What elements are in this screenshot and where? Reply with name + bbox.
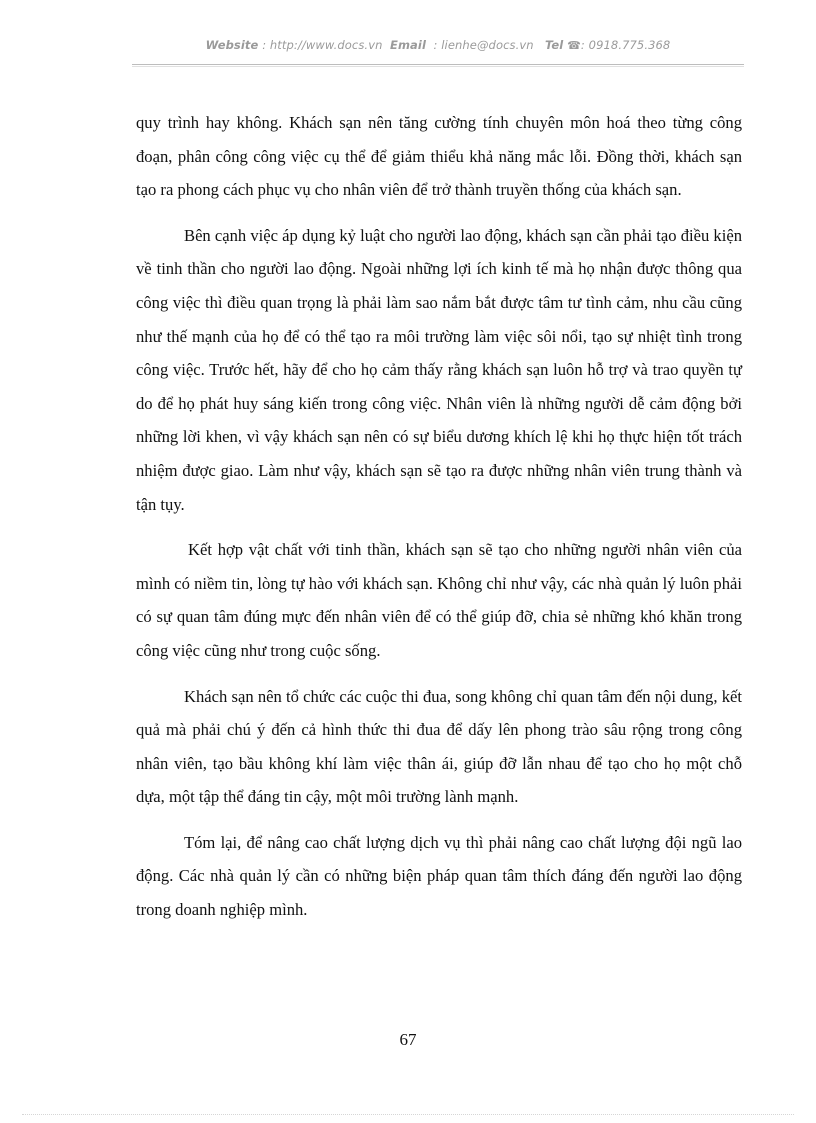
paragraph-4: Khách sạn nên tổ chức các cuộc thi đua, song không chỉ quan tâm đến nội dung, kết quả mà phải chú ý đến cả hình thức thi đua để dấy lên phong trào sâu rộng trong công nhân viên, tạo bầu không khí làm việc thân ái, giúp đỡ lẫn nhau để tạo cho họ một chỗ dựa, một tập thể đáng tin cậy, một môi trường lành mạnh. (136, 686, 742, 807)
phone-icon: ☎ (567, 39, 581, 52)
paragraph-1: quy trình hay không. Khách sạn nên tăng cường tính chuyên môn hoá theo từng công đoạn, phân công công việc cụ thể để giảm thiểu khả năng mắc lỗi. Đồng thời, khách sạn tạo ra phong cách phục vụ cho nhân viên để trở thành truyền thống của khách sạn. (136, 113, 742, 200)
footer-divider (22, 1114, 794, 1115)
tel-label: Tel (544, 38, 564, 52)
page-number: 67 (399, 1030, 417, 1049)
header-divider (132, 64, 744, 67)
document-body (136, 106, 742, 939)
email-label: Email (390, 38, 426, 52)
website-url[interactable]: : http://www.docs.vn (262, 38, 383, 52)
paragraph-3: Kết hợp vật chất với tinh thần, khách sạn sẽ tạo cho những người nhân viên của mình có niềm tin, lòng tự hào với khách sạn. Không chỉ như vậy, các nhà quản lý luôn phải có sự quan tâm đúng mực đến nhân viên để có thể giúp đỡ, chia sẻ những khó khăn trong công việc cũng như trong cuộc sống. (136, 540, 742, 660)
email-address[interactable]: : lienhe@docs.vn (433, 38, 534, 52)
website-label: Website (205, 38, 259, 52)
paragraph-5: Tóm lại, để nâng cao chất lượng dịch vụ thì phải nâng cao chất lượng đội ngũ lao động. Các nhà quản lý cần có những biện pháp quan tâm thích đáng đến người lao động trong doanh nghiệp mình. (136, 832, 742, 920)
paragraph-2: Bên cạnh việc áp dụng kỷ luật cho người lao động, khách sạn cần phải tạo điều kiện về tinh thần cho người lao động. Ngoài những lợi ích kinh tế mà họ nhận được thông qua công việc thì điều quan trọng là phải làm sao nắm bắt được tâm tư tình cảm, nhu cầu cũng như thế mạnh của họ để có thể tạo ra môi trường làm việc sôi nổi, tạo sự nhiệt tình trong công việc. Trước hết, hãy để cho họ cảm thấy rằng khách sạn luôn hỗ trợ và trao quyền tự do để họ phát huy sáng kiến trong công việc. Nhân viên là những người dễ cảm động bởi những lời khen, vì vậy khách sạn nên có sự biểu dương khích lệ khi họ thực hiện tốt trách nhiệm được giao. Làm như vậy, khách sạn sẽ tạo ra được những nhân viên trung thành và tận tụy. (136, 225, 742, 514)
page-header (132, 38, 744, 52)
tel-number: : 0918.775.368 (580, 38, 671, 52)
